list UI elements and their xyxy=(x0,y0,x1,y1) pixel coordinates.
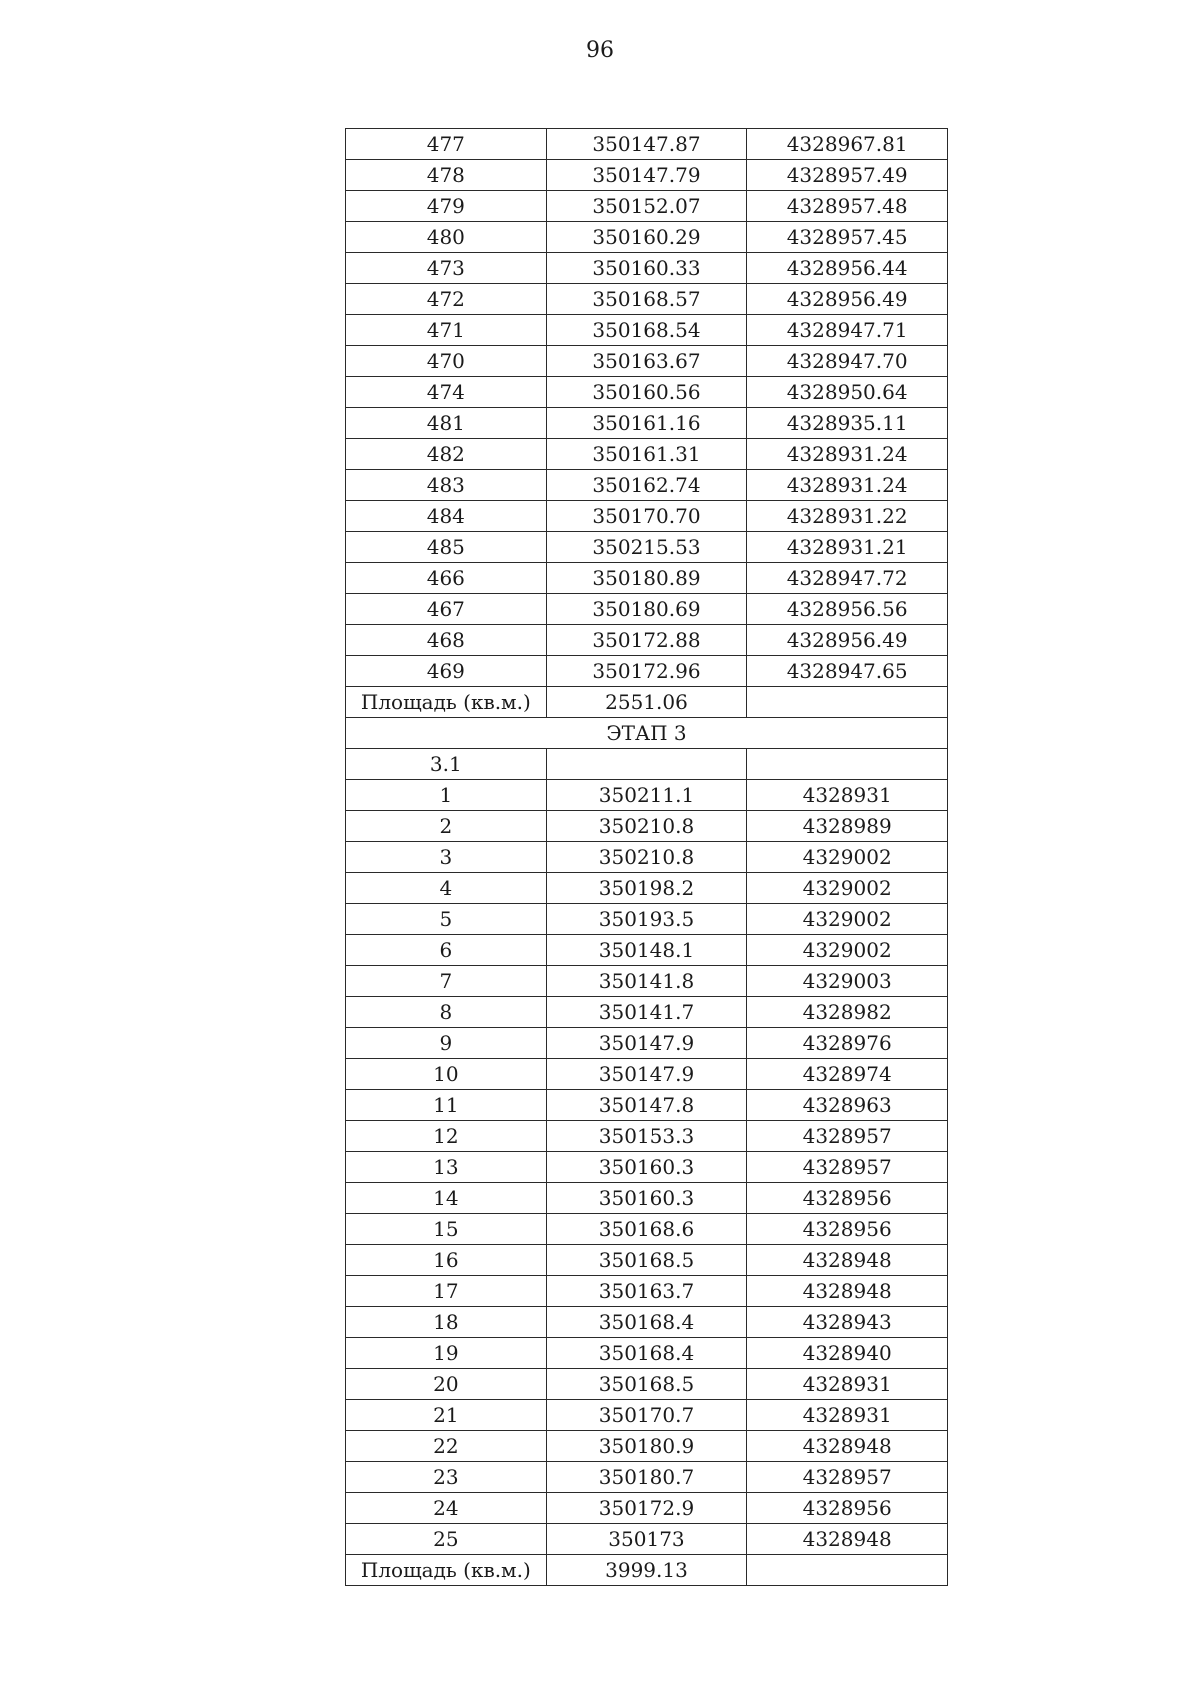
coordinate-x: 350147.9 xyxy=(546,1059,747,1090)
coordinate-y: 4329002 xyxy=(747,842,948,873)
point-number: 21 xyxy=(346,1400,547,1431)
point-number: 20 xyxy=(346,1369,547,1400)
coordinate-x: 350172.88 xyxy=(546,625,747,656)
coordinate-x: 350198.2 xyxy=(546,873,747,904)
point-number: 478 xyxy=(346,160,547,191)
table-row xyxy=(346,501,948,532)
coordinate-y: 4328931 xyxy=(747,1369,948,1400)
point-number: 13 xyxy=(346,1152,547,1183)
coordinates-table-body xyxy=(346,129,948,1586)
table-row xyxy=(346,842,948,873)
table-row xyxy=(346,1183,948,1214)
subsection-row xyxy=(346,749,948,780)
coordinate-y: 4329003 xyxy=(747,966,948,997)
coordinate-x: 350141.7 xyxy=(546,997,747,1028)
subsection-empty-cell xyxy=(546,749,747,780)
table-row xyxy=(346,1276,948,1307)
point-number: 3 xyxy=(346,842,547,873)
table-row xyxy=(346,1431,948,1462)
coordinate-y: 4328947.71 xyxy=(747,315,948,346)
coordinate-x: 350160.33 xyxy=(546,253,747,284)
coordinate-y: 4328947.65 xyxy=(747,656,948,687)
coordinate-x: 350215.53 xyxy=(546,532,747,563)
point-number: 1 xyxy=(346,780,547,811)
point-number: 466 xyxy=(346,563,547,594)
table-row xyxy=(346,439,948,470)
table-row xyxy=(346,1524,948,1555)
coordinate-x: 350148.1 xyxy=(546,935,747,966)
subsection-label: 3.1 xyxy=(346,749,547,780)
table-row xyxy=(346,377,948,408)
table-row xyxy=(346,315,948,346)
coordinate-x: 350180.89 xyxy=(546,563,747,594)
coordinate-x: 350173 xyxy=(546,1524,747,1555)
coordinate-x: 350147.8 xyxy=(546,1090,747,1121)
coordinate-y: 4328982 xyxy=(747,997,948,1028)
coordinate-x: 350161.31 xyxy=(546,439,747,470)
coordinate-x: 350168.54 xyxy=(546,315,747,346)
coordinate-y: 4328956 xyxy=(747,1183,948,1214)
table-row xyxy=(346,1214,948,1245)
coordinate-y: 4328948 xyxy=(747,1524,948,1555)
coordinate-y: 4329002 xyxy=(747,904,948,935)
point-number: 16 xyxy=(346,1245,547,1276)
point-number: 477 xyxy=(346,129,547,160)
coordinate-x: 350141.8 xyxy=(546,966,747,997)
point-number: 2 xyxy=(346,811,547,842)
point-number: 14 xyxy=(346,1183,547,1214)
coordinate-x: 350152.07 xyxy=(546,191,747,222)
table-row xyxy=(346,284,948,315)
coordinate-y: 4328967.81 xyxy=(747,129,948,160)
coordinate-x: 350170.7 xyxy=(546,1400,747,1431)
table-row xyxy=(346,904,948,935)
coordinate-y: 4328950.64 xyxy=(747,377,948,408)
coordinate-x: 350170.70 xyxy=(546,501,747,532)
table-row xyxy=(346,1369,948,1400)
point-number: 4 xyxy=(346,873,547,904)
coordinate-y: 4328957 xyxy=(747,1462,948,1493)
point-number: 473 xyxy=(346,253,547,284)
point-number: 9 xyxy=(346,1028,547,1059)
coordinate-y: 4328940 xyxy=(747,1338,948,1369)
coordinate-y: 4328948 xyxy=(747,1431,948,1462)
coordinate-x: 350210.8 xyxy=(546,811,747,842)
coordinate-y: 4328956 xyxy=(747,1493,948,1524)
table-row xyxy=(346,594,948,625)
coordinate-x: 350168.4 xyxy=(546,1307,747,1338)
coordinate-y: 4328947.72 xyxy=(747,563,948,594)
coordinate-x: 350163.67 xyxy=(546,346,747,377)
coordinate-y: 4328957.45 xyxy=(747,222,948,253)
area-label: Площадь (кв.м.) xyxy=(346,1555,547,1586)
coordinate-y: 4329002 xyxy=(747,873,948,904)
point-number: 8 xyxy=(346,997,547,1028)
coordinate-y: 4328931.24 xyxy=(747,470,948,501)
table-row xyxy=(346,408,948,439)
point-number: 5 xyxy=(346,904,547,935)
coordinate-y: 4328956.56 xyxy=(747,594,948,625)
coordinate-x: 350161.16 xyxy=(546,408,747,439)
coordinate-x: 350162.74 xyxy=(546,470,747,501)
coordinate-y: 4328948 xyxy=(747,1245,948,1276)
coordinate-y: 4328957 xyxy=(747,1152,948,1183)
table-row xyxy=(346,1028,948,1059)
coordinate-x: 350168.57 xyxy=(546,284,747,315)
table-row xyxy=(346,563,948,594)
point-number: 483 xyxy=(346,470,547,501)
coordinate-x: 350180.7 xyxy=(546,1462,747,1493)
point-number: 10 xyxy=(346,1059,547,1090)
table-row xyxy=(346,191,948,222)
coordinate-y: 4328976 xyxy=(747,1028,948,1059)
stage-title: ЭТАП 3 xyxy=(346,718,948,749)
coordinate-y: 4328957.48 xyxy=(747,191,948,222)
point-number: 485 xyxy=(346,532,547,563)
point-number: 482 xyxy=(346,439,547,470)
point-number: 6 xyxy=(346,935,547,966)
coordinate-x: 350210.8 xyxy=(546,842,747,873)
coordinate-y: 4328956.49 xyxy=(747,284,948,315)
point-number: 25 xyxy=(346,1524,547,1555)
table-row xyxy=(346,346,948,377)
coordinate-y: 4328931.21 xyxy=(747,532,948,563)
table-row xyxy=(346,1152,948,1183)
area-empty-cell xyxy=(747,687,948,718)
table-row xyxy=(346,222,948,253)
point-number: 474 xyxy=(346,377,547,408)
point-number: 481 xyxy=(346,408,547,439)
table-row xyxy=(346,129,948,160)
coordinate-x: 350172.9 xyxy=(546,1493,747,1524)
table-row xyxy=(346,997,948,1028)
point-number: 22 xyxy=(346,1431,547,1462)
point-number: 18 xyxy=(346,1307,547,1338)
table-row xyxy=(346,1307,948,1338)
point-number: 19 xyxy=(346,1338,547,1369)
coordinate-x: 350147.87 xyxy=(546,129,747,160)
point-number: 484 xyxy=(346,501,547,532)
point-number: 467 xyxy=(346,594,547,625)
table-row xyxy=(346,811,948,842)
point-number: 468 xyxy=(346,625,547,656)
table-row xyxy=(346,470,948,501)
point-number: 15 xyxy=(346,1214,547,1245)
table-row xyxy=(346,1245,948,1276)
coordinate-y: 4328974 xyxy=(747,1059,948,1090)
table-row xyxy=(346,253,948,284)
coordinate-x: 350160.3 xyxy=(546,1152,747,1183)
coordinate-x: 350160.29 xyxy=(546,222,747,253)
stage-heading-row xyxy=(346,718,948,749)
coordinate-y: 4328935.11 xyxy=(747,408,948,439)
coordinate-y: 4328956.49 xyxy=(747,625,948,656)
table-row xyxy=(346,873,948,904)
coordinate-x: 350180.69 xyxy=(546,594,747,625)
coordinate-y: 4328931.22 xyxy=(747,501,948,532)
area-row xyxy=(346,687,948,718)
table-row xyxy=(346,1090,948,1121)
table-row xyxy=(346,935,948,966)
coordinate-y: 4328947.70 xyxy=(747,346,948,377)
coordinate-y: 4328989 xyxy=(747,811,948,842)
table-row xyxy=(346,625,948,656)
coordinate-x: 350193.5 xyxy=(546,904,747,935)
table-row xyxy=(346,1059,948,1090)
area-empty-cell xyxy=(747,1555,948,1586)
point-number: 24 xyxy=(346,1493,547,1524)
point-number: 12 xyxy=(346,1121,547,1152)
coordinate-y: 4328957.49 xyxy=(747,160,948,191)
coordinate-y: 4328931 xyxy=(747,1400,948,1431)
table-row xyxy=(346,1400,948,1431)
coordinate-y: 4328931 xyxy=(747,780,948,811)
coordinate-x: 350168.6 xyxy=(546,1214,747,1245)
coordinate-x: 350211.1 xyxy=(546,780,747,811)
coordinate-x: 350147.79 xyxy=(546,160,747,191)
coordinate-y: 4328963 xyxy=(747,1090,948,1121)
coordinates-table xyxy=(345,128,948,1586)
table-row xyxy=(346,780,948,811)
table-row xyxy=(346,1338,948,1369)
table-row xyxy=(346,160,948,191)
table-row xyxy=(346,1462,948,1493)
subsection-empty-cell xyxy=(747,749,948,780)
area-value: 3999.13 xyxy=(546,1555,747,1586)
table-row xyxy=(346,966,948,997)
coordinate-y: 4328956.44 xyxy=(747,253,948,284)
coordinate-y: 4328956 xyxy=(747,1214,948,1245)
table-row xyxy=(346,1121,948,1152)
coordinate-y: 4328948 xyxy=(747,1276,948,1307)
area-value: 2551.06 xyxy=(546,687,747,718)
point-number: 7 xyxy=(346,966,547,997)
area-row xyxy=(346,1555,948,1586)
table-row xyxy=(346,532,948,563)
point-number: 23 xyxy=(346,1462,547,1493)
point-number: 471 xyxy=(346,315,547,346)
coordinate-x: 350163.7 xyxy=(546,1276,747,1307)
table-row xyxy=(346,656,948,687)
point-number: 11 xyxy=(346,1090,547,1121)
point-number: 472 xyxy=(346,284,547,315)
coordinate-y: 4329002 xyxy=(747,935,948,966)
point-number: 17 xyxy=(346,1276,547,1307)
point-number: 469 xyxy=(346,656,547,687)
coordinate-y: 4328957 xyxy=(747,1121,948,1152)
coordinate-x: 350168.4 xyxy=(546,1338,747,1369)
coordinate-x: 350168.5 xyxy=(546,1369,747,1400)
coordinate-y: 4328943 xyxy=(747,1307,948,1338)
table-row xyxy=(346,1493,948,1524)
page-number: 96 xyxy=(586,38,614,63)
area-label: Площадь (кв.м.) xyxy=(346,687,547,718)
coordinate-x: 350168.5 xyxy=(546,1245,747,1276)
coordinate-x: 350180.9 xyxy=(546,1431,747,1462)
coordinate-x: 350147.9 xyxy=(546,1028,747,1059)
point-number: 479 xyxy=(346,191,547,222)
coordinate-y: 4328931.24 xyxy=(747,439,948,470)
coordinate-x: 350160.3 xyxy=(546,1183,747,1214)
point-number: 470 xyxy=(346,346,547,377)
coordinate-x: 350153.3 xyxy=(546,1121,747,1152)
point-number: 480 xyxy=(346,222,547,253)
coordinate-x: 350160.56 xyxy=(546,377,747,408)
coordinate-x: 350172.96 xyxy=(546,656,747,687)
